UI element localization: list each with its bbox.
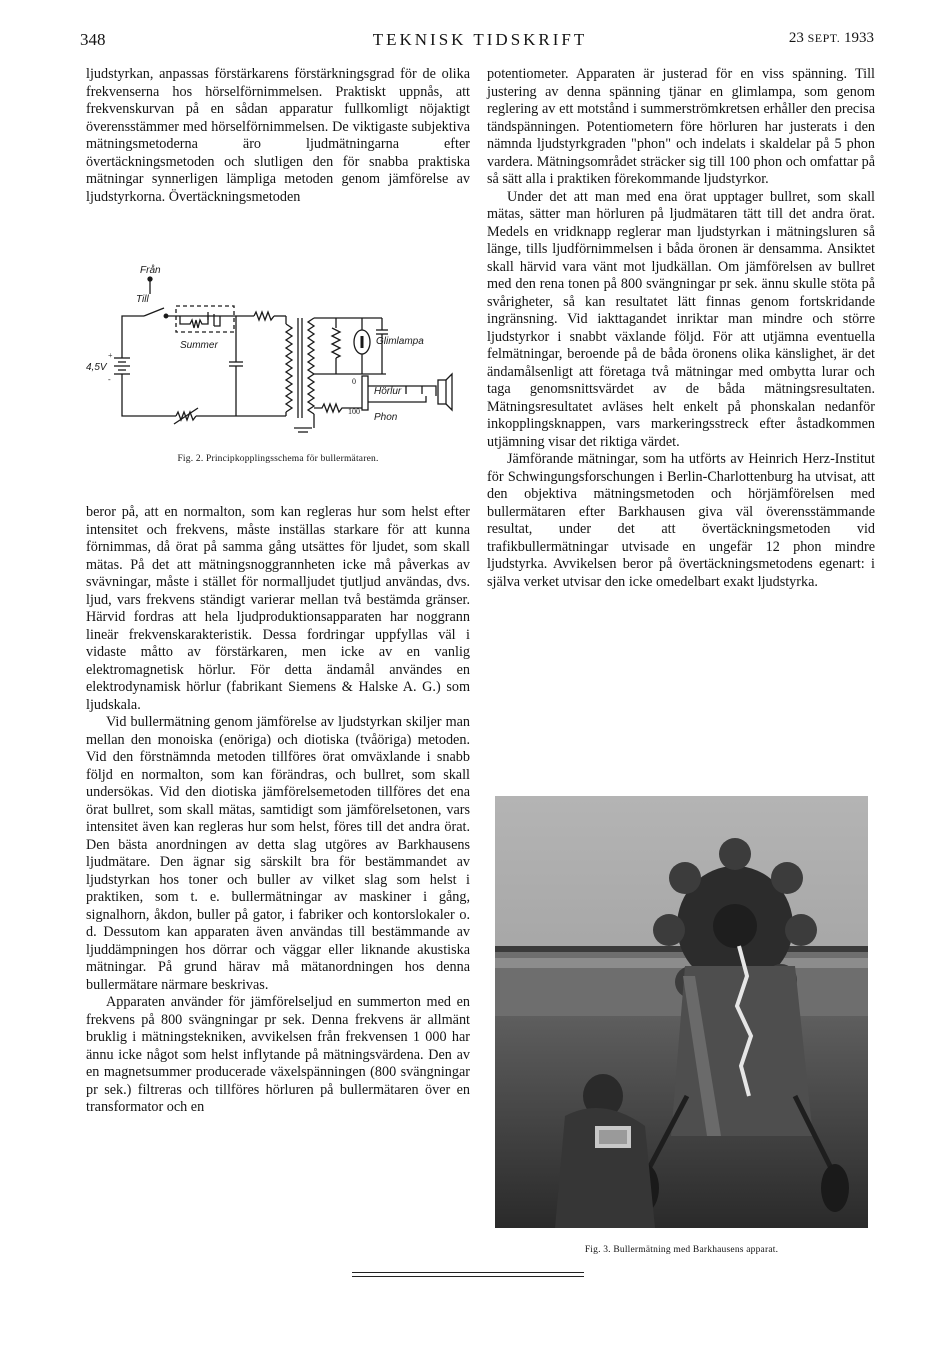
- label-from: Från: [140, 265, 161, 276]
- photo-illustration: [495, 796, 868, 1228]
- switch-blade: [144, 308, 164, 316]
- left-column-body: [86, 504, 470, 1117]
- figure-2: [86, 258, 470, 478]
- label-earphone: Hörlur: [374, 386, 402, 397]
- right-paragraph-3: Jämförande mätningar, som ha utförts av Heinrich Herz-Institut för Schwingungsforschungen i Berlin-Charlottenburg ha utvisat, att den objektiva mätningsmetoden och hörjämförelsen med bullermätaren efter Barkhausen giva väl överensstämmande resultat, under det att övertäckningsmetoden vid trafikbullermätningar utvisade en ungefär 12 phon mindre ljudstyrka. Avvikelsen beror på övertäckningsmetodens egenart: i själva verket utvisar den icke omedelbart exakt ljudstyrka.: [487, 451, 875, 590]
- page-number: 348: [80, 30, 106, 49]
- figure-3-caption: Fig. 3. Bullermätning med Barkhausens apparat.: [584, 1245, 779, 1255]
- summer-coil: [180, 316, 208, 328]
- right-paragraph-2: Under det att man med ena örat upptager bullret, som skall mätas, sätter man hörluren på ljudmätaren tätt till det andra örat. Medels en vridknapp reglerar man ljudstyrkan i mätningsluren så länge, tills ljudförnimmelsen i båda öronen är densamma. Ansiktet skall härvid vara vänt mot ljudkällan. Om jämförelsen av bullret med den rena tonen på 800 svängningar pr sek. ännu skulle stöta på svårigheter, så kan resultatet lätt finnas genom fortskridande ingränsning. Vid iakttagandet inriktar man mindre och större ljudstyrkor i snabbt växlande följd. För att utjämna eventuella felmätningar, beroende på de båda öronens olika känslighet, är det ändamålsenligt att företaga två mätningar med ombytta lurar och taga genomsnittsvärdet av de båda mätningsresultaten. Mätningsresultatet avläses helt enkelt på phonskalan nedanför inkopplingsknappen, vars markeringsstreck efter åstadkommen utjämning visar det riktiga värdet.: [487, 188, 875, 450]
- date-year: 1933: [844, 30, 874, 46]
- right-paragraph-1: potentiometer. Apparaten är justerad för en viss spänning. Till justering av denna spänning tjänar en glimlampa, som genom reglering av ett motstånd i summerströmkretsen erhåller den precisa tändspänningen. Potentiometern före hörluren har justerats i den nämnda ljudstyrkgraden "phon" och indelats i skaldelar på 5 phon vardera. Mätningsområdet sträcker sig till 100 phon och omfattar på så sätt alla i praktiken förekommande ljudstyrkor.: [487, 66, 875, 187]
- figure-2-caption: Fig. 2. Principkopplingsschema för bullermätaren.: [177, 454, 379, 464]
- left-paragraph-1: beror på, att en normalton, som kan regleras hur som helst efter intensitet och frekvens, måste inställas starkare för att kunna förnimmas, då örat på samma gång utsättes för ljudet, som skall mätas. På det att mätningsnoggrannheten icke må påverkas av svävningar, måste i stället för normalljudet tjutljud användas, dvs. ljud, vars frekvens ständigt varierar mellan två bestämda gränser. Härvid fordras att hela ljudproduktionsapparaten har noggrann lineär frekvenskarakteristik. Dessa fordringar uppfyllas väl i vidaste måtto av förstärkaren, men icke av en vanlig elektromagnetisk hörlur. För detta ändamål användes en elektrodynamisk hörlur (fabrikant Siemens & Halske A. G.) som ljudskala.: [86, 504, 470, 713]
- summer-box: [176, 306, 234, 332]
- end-rule: [352, 1272, 584, 1273]
- pot-hundred-label: 100: [348, 407, 360, 416]
- figure-3-photo: [495, 796, 868, 1228]
- battery-plus: +: [108, 351, 113, 360]
- photo-hub: [713, 904, 757, 948]
- label-voltage: 4,5V: [86, 362, 107, 373]
- terminal-from: [148, 277, 152, 281]
- wire: [122, 374, 176, 416]
- left-column-top: [86, 66, 470, 206]
- earphone-horn: [446, 374, 452, 410]
- right-column-body: [487, 66, 875, 591]
- label-phon: Phon: [374, 412, 398, 423]
- transformer-secondary: [308, 318, 314, 414]
- left-paragraph-2: Vid bullermätning genom jämförelse av ljudstyrkan skiljer man mellan den monoiska (enöriga) och diotiska (tvåöriga) metoden. Vid den förstnämnda metoden tillföres örat omväxlande i snabb följd en normalton, som kan förändras, och bullret, som skall undersökas. Vid den diotiska jämförelsemetoden tillföres det ena örat bullret, som skall mätas, samtidigt som jämförelsetonen, vars intensitet även kan regleras hur som helst, föres till det andra örat. Den bästa anordningen av detta slag utgöres av Barkhausens ljudmätare. Den ägnar sig särskilt bra för bestämmandet av ljudstyrkan hos toner och buller av vilket slag som helst i praktiken, som t. e. bullermätningar av maskiner i gång, signalhorn, åkdon, buller på gator, i fabriker och kontorslokaler o. d. Dessutom kan apparaten även användas till bestämmande av ljuddämpningen hos dörrar och väggar eller liknande akustiska mätningar. På grund härav må mätanordningen hos denna bullermätare närmare beskrivas.: [86, 714, 470, 993]
- label-summer: Summer: [180, 340, 218, 351]
- resistor-top: [254, 312, 274, 320]
- end-rule: [352, 1276, 584, 1277]
- left-top-paragraph: ljudstyrkan, anpassas förstärkarens förstärkningsgrad för de olika frekvenserna hos hörselförnimmelsen. Praktiskt uppnås, att frekvenskurvan på en sådan apparatur fullkomligt nöjaktigt överensstämmer med hörselförnimmelsen. De viktigaste subjektiva mätningsmetoderna äro ljudmätningarna efter övertäckningsmetoden och slutligen den för snabba praktiska mätningar synnerligen lämpliga metoden genom jämförelse av ljudstyrkorna. Övertäckningsmetoden: [86, 66, 470, 205]
- photo-instrument-face: [599, 1130, 627, 1144]
- pot-zero-label: 0: [352, 377, 356, 386]
- label-glow-lamp: Glimlampa: [376, 336, 424, 347]
- wire: [122, 316, 144, 354]
- label-to: Till: [136, 294, 149, 305]
- issue-date: [789, 30, 874, 47]
- wire: [214, 316, 220, 326]
- date-day: 23: [788, 30, 804, 46]
- resistor-right: [332, 328, 340, 358]
- date-month: SEPT.: [807, 31, 841, 45]
- earphone-symbol: [438, 380, 446, 404]
- left-paragraph-3: Apparaten använder för jämförelseljud en summerton med en frekvens på 800 svängningar pr sek. Denna frekvens är allmänt bruklig i mätningstekniken, avvikelsen från frekvensen 1 000 har ännu icke något som helst inflytande på mätningsvärdena. Den av en magnetsummer producerade växelspänningen (800 svängningar pr sek.) filtreras och tillföres hörluren på bullermätaren över en transformator och en: [86, 994, 470, 1115]
- page-header: [80, 30, 880, 56]
- battery-minus: -: [108, 375, 111, 384]
- rheostat-arrow: [174, 408, 198, 424]
- journal-title: TEKNISK TIDSKRIFT: [372, 30, 588, 49]
- photo-hangar-band: [495, 958, 868, 968]
- circuit-diagram: [86, 258, 470, 478]
- potentiometer: [362, 376, 368, 410]
- photo-wheel: [821, 1164, 849, 1212]
- transformer-primary: [286, 324, 292, 412]
